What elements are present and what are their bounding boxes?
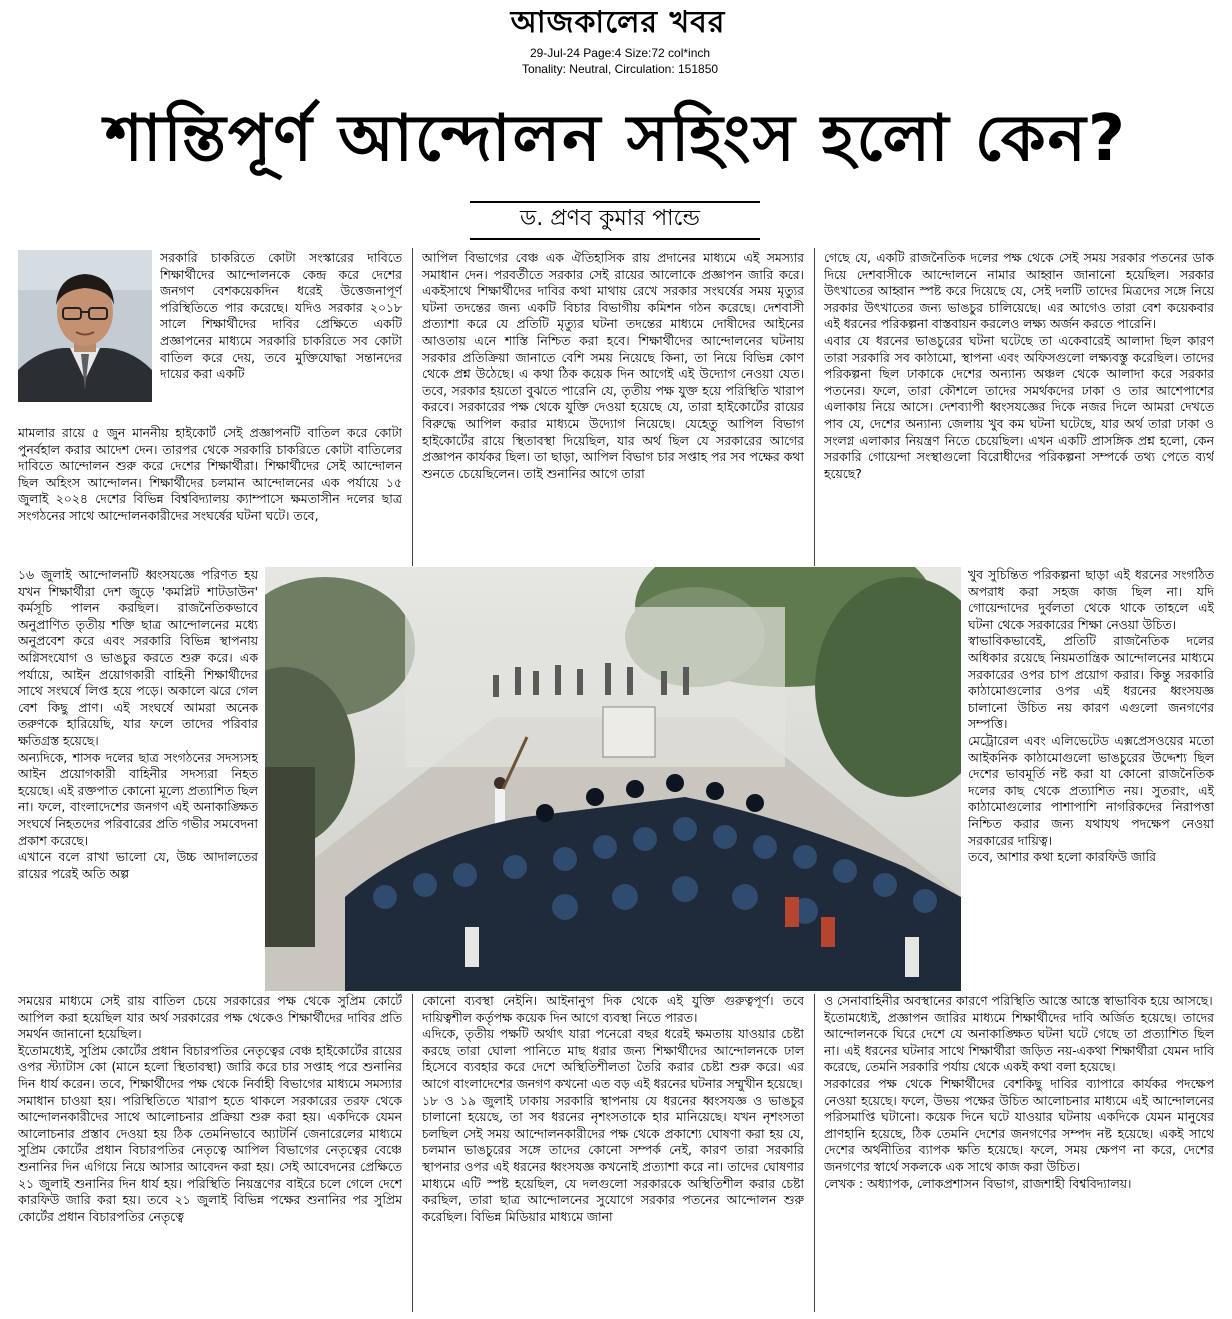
column-1-text-b [18,425,402,565]
column-1-text-d [18,993,402,1311]
author-photo [18,250,152,402]
column-divider [412,994,413,1312]
column-divider [412,248,413,566]
masthead [0,0,1232,80]
column-3-text-b [968,567,1214,991]
paragraph: ১৬ জুলাই আন্দোলনটি ধ্বংসযজ্ঞে পরিণত হয় যখন শিক্ষার্থীরা দেশ জুড়ে 'কমপ্লিট শাটডাউন' কর্মসূচি পালন করছিল। রাজনৈতিকভাবে অনুপ্রাণিত তৃতীয় শক্তি ছাত্র আন্দোলনের মধ্যে অনুপ্রবেশ করে এবং সরকারি বিভিন্ন স্থাপনায় অগ্নিসংযোগ ও ভাঙচুর করতে শুরু করে। এক পর্যায়ে, আইন প্রয়োগকারী বাহিনী শিক্ষার্থীদের সাথে সংঘর্ষে লিপ্ত হয়ে পড়ে। অকালে ঝরে গেল বেশ কিছু প্রাণ। এই সংঘর্ষে আমরা অনেক তরুণকে হারিয়েছি, যার ফলে তাদের পরিবার ক্ষতিগ্রস্ত হয়েছে। অন্যদিকে, শাসক দলের ছাত্র সংগঠনের সদস্যসহ আইন প্রয়োগকারী বাহিনীর সদস্যরা নিহত হয়েছে। এই রক্তপাত কোনো মূল্যে প্রত্যাশিত ছিল না। ফলে, বাংলাদেশের জনগণ এই অনাকাঙ্ক্ষিত সংঘর্ষে নিহতদের পরিবারের প্রতি গভীর সমবেদনা প্রকাশ করেছে। এখানে বলে রাখা ভালো যে, উচ্চ আদালতের রায়ের পরেই অতি অল্প [18,567,258,881]
newspaper-logo: আজকালের খবর [510,5,726,40]
paragraph: খুব সুচিন্তিত পরিকল্পনা ছাড়া এই ধরনের সংগঠিত অপরাধ করা সহজ কাজ ছিল না। যদি গোয়েন্দাদের দুর্বলতা থেকে থাকে তাহলে এই ঘটনা থেকে সরকারের শিক্ষা নেওয়া উচিত। স্বাভাবিকভাবেই, প্রতিটি রাজনৈতিক দলের অধিকার রয়েছে নিয়মতান্ত্রিক আন্দোলনের মাধ্যমে সরকারের ওপর চাপ প্রয়োগ করার। কিন্তু সরকারি কাঠামোগুলোর ওপর এই ধরনের ধ্বংসযজ্ঞ চালানো উচিত নয় কারণ এগুলো জনগণের সম্পত্তি। মেট্রোরেল এবং এলিভেটেড এক্সপ্রেসওয়ের মতো আইকনিক কাঠামোগুলো ভাঙচুরের উদ্দেশ্য ছিল দেশের ভাবমূর্তি নষ্ট করা যা কোনো রাজনৈতিক দলের কাছ থেকে প্রত্যাশিত নয়। সুতরাং, এই কাঠামোগুলোর পাশাপাশি নাগরিকদের নিরাপত্তা নিশ্চিত করার জন্য যথাযথ পদক্ষেপ নেওয়া সরকারের দায়িত্ব। তবে, আশার কথা হলো কারফিউ জারি [968,567,1214,865]
byline: ড. প্রণব কুমার পান্ডে [520,206,700,231]
paragraph: আপিল বিভাগের বেঞ্চ এক ঐতিহাসিক রায় প্রদানের মাধ্যমে এই সমস্যার সমাধান দেন। পরবর্তীতে সরকার সেই রায়ের আলোকে প্রজ্ঞাপন জারি করে। একইসাথে শিক্ষার্থীদের দাবির কথা মাথায় রেখে সরকার সংঘর্ষের সময় মৃত্যুর ঘটনা তদন্তের জন্য একটি বিচার বিভাগীয় কমিশন গঠন করেছে। দেশবাসী প্রত্যাশা করে যে প্রতিটি মৃত্যুর ঘটনা তদন্তের মাধ্যমে দোষীদের আইনের আওতায় এনে শাস্তি নিশ্চিত করা হবে। শিক্ষার্থীদের আন্দোলনের ঘটনায় সরকার প্রতিক্রিয়া জানাতে বেশি সময় নিয়েছে কিনা, তা নিয়ে বিভিন্ন কোণ থেকে প্রশ্ন উঠেছে। এ কথা ঠিক কয়েক দিন আগেই এই উদ্যোগ নেওয়া যেত। তবে, সরকার হয়তো বুঝতে পারেনি যে, তৃতীয় পক্ষ যুক্ত হয়ে পরিস্থিতি খারাপ করবে। সরকারের পক্ষ থেকে যুক্তি দেওয়া হয়েছে যে, তারা হাইকোর্টের রায়ের বিরুদ্ধে আপিল করার মাধ্যমে উদ্যোগ নিয়েছে। যেহেতু আপিল বিভাগ হাইকোর্টের রায়ে স্থিতাবস্থা দিয়েছিল, যার অর্থ ছিল যে সরকারের আগের প্রজ্ঞাপন কার্যকর ছিল। তা ছাড়া, আপিল বিভাগ চার সপ্তাহ পর সব পক্ষের কথা শুনতে চেয়েছিলেন। তাই শুনানির আগে তারা [422,250,804,481]
column-2-text-b [422,993,804,1311]
headline: শান্তিপূর্ণ আন্দোলন সহিংস হলো কেন? [105,102,1127,176]
clipping-meta-date: 29-Jul-24 Page:4 Size:72 col*inch [529,46,711,60]
column-divider [814,248,815,566]
column-2-text-a [422,250,804,566]
paragraph: সময়ের মাধ্যমে সেই রায় বাতিল চেয়ে সরকারের পক্ষ থেকে সুপ্রিম কোর্টে আপিল করা হয়েছিল যার অর্থ সরকারের পক্ষ থেকেও শিক্ষার্থীদের দাবির প্রতি সমর্থন জানানো হয়েছিল। ইতোমধ্যেই, সুপ্রিম কোর্টের প্রধান বিচারপতির নেতৃত্বের বেঞ্চ হাইকোর্টের রায়ের ওপর স্ট্যাটাস কো (মানে হলো স্থিতাবস্থা) জারি করে চার সপ্তাহ পরে শুনানির দিন ধার্য করেন। তবে, শিক্ষার্থীদের পক্ষ থেকে নির্বাহী বিভাগের মাধ্যমে সমস্যার সমাধান চাওয়া হয়। পরিস্থিতিতে খারাপ হতে থাকলে সরকারের তরফ থেকে আন্দোলনকারীদের সাথে আলোচনার প্রক্রিয়া শুরু করা হয়। একদিকে যেমন আলোচনার প্রস্তাব দেওয়া হয় ঠিক তেমনিভাবে অ্যাটর্নি জেনারেলের মাধ্যমে সুপ্রিম কোর্টের প্রধান বিচারপতির নেতৃত্বে আপিল বিভাগের নেতৃত্বের বেঞ্চে শুনানির দিন এগিয়ে নিয়ে আসার আবেদন করা হয়। সেই আবেদনের প্রেক্ষিতে ২১ জুলাই শুনানির দিন ধার্য হয়। পরিস্থিতি নিয়ন্ত্রণের বাইরে চলে গেলে দেশে কারফিউ জারি করা হয়। তবে ২১ জুলাই বিভিন্ন পক্ষের শুনানির পর সুপ্রিম কোর্টের প্রধান বিচারপতির নেতৃত্বে [18,993,402,1224]
paragraph: মামলার রায়ে ৫ জুন মাননীয় হাইকোর্ট সেই প্রজ্ঞাপনটি বাতিল করে কোটা পুনর্বহাল করার আদেশ দেন। তারপর থেকে সরকারি চাকরিতে কোটা বাতিলের দাবিতে আন্দোলন শুরু করে দেশের শিক্ষার্থীরা। শিক্ষার্থীদের সেই আন্দোলন ছিল অহিংস আন্দোলন। শিক্ষার্থীদের চলমান আন্দোলনের এক পর্যায়ে ১৫ জুলাই ২০২৪ দেশের বিভিন্ন বিশ্ববিদ্যালয় ক্যাম্পাসে ক্ষমতাসীন দলের ছাত্র সংগঠনের সাথে আন্দোলনকারীদের সংঘর্ষের ঘটনা ঘটে। তবে, [18,425,402,523]
paragraph: গেছে যে, একটি রাজনৈতিক দলের পক্ষ থেকে সেই সময় সরকার পতনের ডাক দিয়ে দেশবাসীকে আন্দোলনে নামার আহ্বান জানানো হয়েছিল। সরকার উৎখাতের আহ্বান স্পষ্ট করে দিয়েছে যে, সেই দলটি তাদের মিত্রদের সঙ্গে নিয়ে সরকার উৎখাতের জন্য ভাঙচুর চালিয়েছে। এর আগেও তারা বেশ কয়েকবার এই ধরনের পরিকল্পনা বাস্তবায়ন করলেও লক্ষ্য অর্জন করতে পারেনি। এবার যে ধরনের ভাঙচুরের ঘটনা ঘটেছে তা একেবারেই আলাদা ছিল কারণ তারা সরকারি সব কাঠামো, স্থাপনা এবং অফিসগুলো লক্ষ্যবস্তু করেছিল। তাদের পরিকল্পনা ছিল ঢাকাকে দেশের অন্যান্য অঞ্চল থেকে আলাদা করে সরকার পতনের। ফলে, তারা কৌশলে তাদের সমর্থকদের ঢাকা ও তার আশেপাশের এলাকায় নিয়ে আসে। দেশব্যাপী ধ্বংসযজ্ঞের দিকে নজর দিলে আমরা দেখতে পাব যে, দেশের অন্যান্য জেলায় খুব কম ঘটনা ঘটেছে, যার অর্থ তারা ঢাকা ও সংলগ্ন এলাকার নিয়ন্ত্রণ নিতে চেয়েছিল। এখন একটি প্রাসঙ্গিক প্রশ্ন হলো, কেন সরকারি গোয়েন্দা সংস্থাগুলো বিরোধীদের পরিকল্পনা সম্পর্কে তথ্য পেতে ব্যর্থ হয়েছে? [824,250,1214,481]
byline-rule-bottom [470,238,760,240]
column-divider [814,994,815,1312]
paragraph: সরকারি চাকরিতে কোটা সংস্কারের দাবিতে শিক্ষার্থীদের আন্দোলনকে কেন্দ্র করে দেশের জনগণ বেশকয়েকদিন ধরেই উত্তেজনাপূর্ণ পরিস্থিতিতে পার করেছে। যদিও সরকার ২০১৮ সালে শিক্ষার্থীদের দাবির প্রেক্ষিতে একটি প্রজ্ঞাপনের মাধ্যমে সরকারি চাকরিতে সব কোটা বাতিল করে দেয়, তবে মুক্তিযোদ্ধা সন্তানদের দায়ের করা একটি [160,250,402,382]
paragraph: ও সেনাবাহিনীর অবস্থানের কারণে পরিস্থিতি আস্তে আস্তে স্বাভাবিক হয়ে আসছে। ইতোমধ্যেই, প্রজ্ঞাপন জারির মাধ্যমে শিক্ষার্থীদের দাবি অর্জিত হয়েছে। তাদের আন্দোলনকে ঘিরে দেশে যে অনাকাঙ্ক্ষিত ঘটনা ঘটে গেছে তা প্রত্যাশিত ছিল না। এই ধরনের ঘটনার সাথে শিক্ষার্থীরা জড়িত নয়-একথা শিক্ষার্থীরা যেমন দাবি করেছে, তেমনি সরকারি পর্যায় থেকে একই কথা বলা হয়েছে। সরকারের পক্ষ থেকে শিক্ষার্থীদের বেশকিছু দাবির ব্যাপারে কার্যকর পদক্ষেপ নেওয়া হয়েছে। ফলে, উভয় পক্ষের উচিত আলোচনার মাধ্যমে এই আন্দোলনের পরিসমাপ্তি ঘটানো। কয়েক দিনে ঘটে যাওয়ার ঘটনায় একদিকে যেমন মানুষের প্রাণহানি হয়েছে, ঠিক তেমনি দেশের জনগণের সম্পদ নষ্ট হয়েছে। একই সাথে দেশের অর্থনীতির ব্যাপক ক্ষতি হয়েছে। ফলে, সময় ক্ষেপণ না করে, দেশের জনগণের স্বার্থে সকলকে এক সাথে কাজ করা উচিত। লেখক : অধ্যাপক, লোকপ্রশাসন বিভাগ, রাজশাহী বিশ্ববিদ্যালয়। [824,993,1214,1191]
column-3-text-c [824,993,1214,1311]
column-1-text-c [18,567,258,991]
news-photo [265,567,961,991]
clipping-meta-tonality: Tonality: Neutral, Circulation: 151850 [521,62,719,76]
column-3-text-a [824,250,1214,566]
column-1-text-a [160,250,402,424]
paragraph: কোনো ব্যবস্থা নেইনি। আইনানুগ দিক থেকে এই যুক্তি গুরুত্বপূর্ণ। তবে দায়িত্বশীল কর্তৃপক্ষ কয়েক দিন আগে ব্যবস্থা নিতে পারত। এদিকে, তৃতীয় পক্ষটি অর্থাৎ যারা পনেরো বছর ধরেই ক্ষমতায় যাওয়ার চেষ্টা করছে তারা ঘোলা পানিতে মাছ ধরার জন্য শিক্ষার্থীদের আন্দোলনকে ঢাল হিসেবে ব্যবহার করে দেশে অস্থিতিশীলতা তৈরি করার চেষ্টা শুরু করে। এর আগে বাংলাদেশের জনগণ কখনো এত বড় এই ধরনের ঘটনার সম্মুখীন হয়েছে। ১৮ ও ১৯ জুলাই ঢাকায় সরকারি স্থাপনায় যে ধরনের ধ্বংসযজ্ঞ ও ভাঙচুর চালানো হয়েছে, তা সব ধরনের নৃশংসতাকে হার মানিয়েছে। যখন নৃশংসতা চলছিল সেই সময় আন্দোলনকারীদের পক্ষ থেকে প্রকাশ্যে ঘোষণা করা হয় যে, চলমান ভাঙচুরের সঙ্গে তাদের কোনো সম্পর্ক নেই, কারণ তারা সরকারি স্থাপনার ওপর এই ধরনের ধ্বংসযজ্ঞ কখনোই প্রত্যাশা করে না। তাদের ঘোষণার মাধ্যমে এটি স্পষ্ট হয়েছিল, যে দলগুলো সরকারকে অস্থিতিশীল করার চেষ্টা করছিল, তারা ছাত্র আন্দোলনের সুযোগে সরকার পতনের আন্দোলন শুরু করেছিল। বিভিন্ন মিডিয়ার মাধ্যমে জানা [422,993,804,1224]
